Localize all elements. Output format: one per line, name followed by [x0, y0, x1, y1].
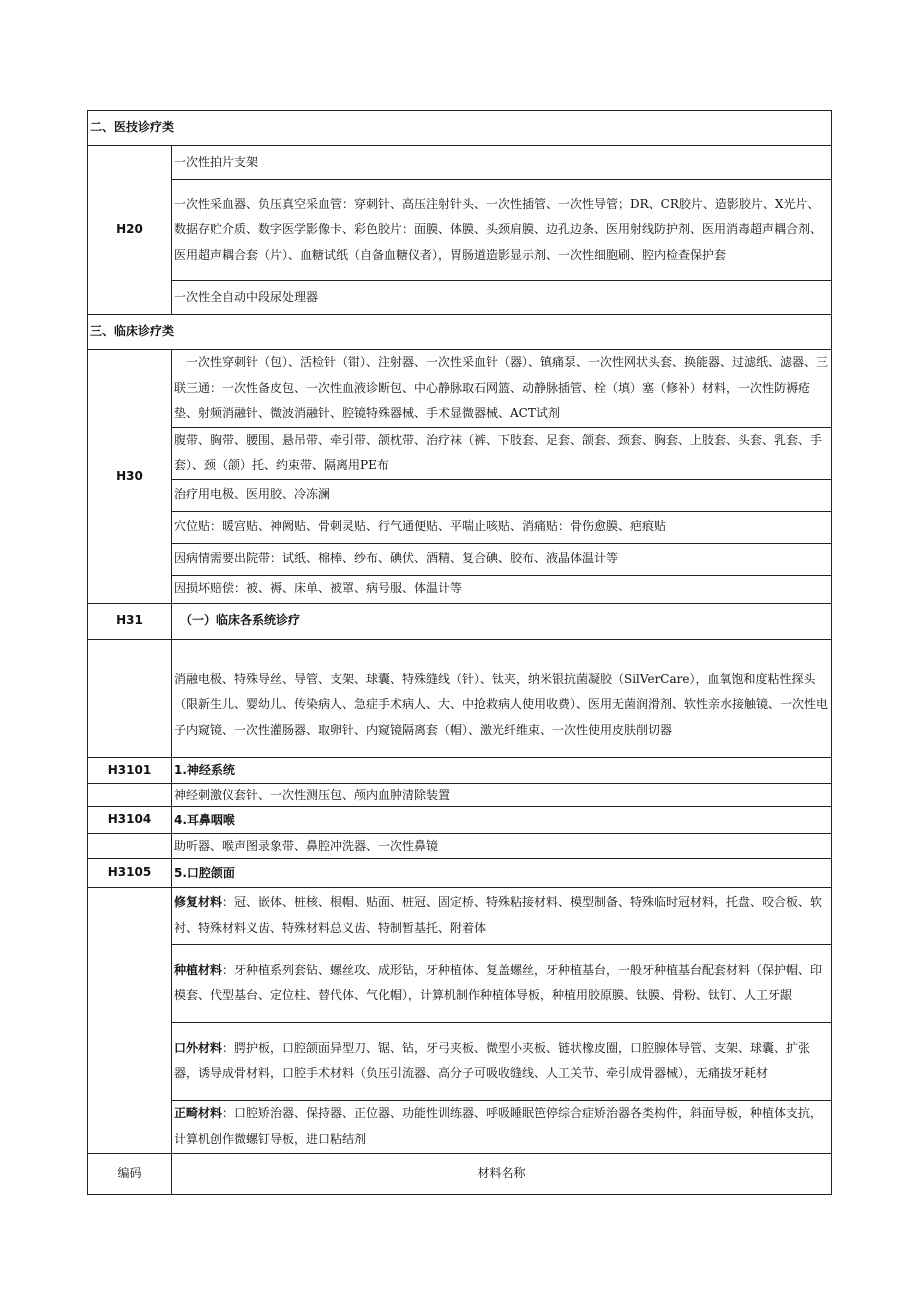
table-row	[88, 350, 832, 428]
code-cell-h31: H31	[88, 603, 172, 639]
column-header-code: 编码	[88, 1153, 172, 1194]
material-cell: 因病情需要出院带：试纸、棉棒、纱布、碘伏、酒精、复合碘、胶布、液晶体温计等	[172, 543, 832, 575]
material-cell: 一次性采血器、负压真空采血管：穿刺针、高压注射针头、一次性插管、一次性导管；DR、CR胶片、造影胶片、X光片、数据存贮介质、数字医学影像卡、彩色胶片：面膜、体膜、头颈肩膜、边孔边条、医用射线防护剂、医用消毒超声耦合剂、医用超声耦合套（片）、血糖试纸（自备血糖仪者），胃肠道造影显示剂、一次性细胞刷、腔内检查保护套	[172, 180, 832, 281]
subsection-title: （一）临床各系统诊疗	[172, 603, 832, 639]
table-row	[88, 479, 832, 511]
material-cell: 穴位贴：暖宫贴、神阙贴、骨刺灵贴、行气通便贴、平喘止咳贴、消痛贴：骨伤愈膜、疤痕贴	[172, 511, 832, 543]
section-row-3	[88, 315, 832, 350]
material-cell: 治疗用电极、医用胶、冷冻澜	[172, 479, 832, 511]
header-row	[88, 1153, 832, 1194]
table-row	[88, 887, 832, 944]
group-text: ：冠、嵌体、桩核、根帽、贴面、桩冠、固定桥、特殊粘接材料、模型制备、特殊临时冠材料，托盘、咬合板、软衬、特殊材料义齿、特殊材料总义齿、特制暂基托、附着体	[174, 895, 823, 935]
table-row	[88, 180, 832, 281]
group-text: ：腭护板，口腔颌面异型刀、锯、钻，牙弓夹板、微型小夹板、链状橡皮圈，口腔腺体导管、支架、球囊、扩张器，诱导成骨材料，口腔手术材料（负压引流器、高分子可吸收缝线、人工关节、牵引成骨器械），无痛拔牙耗材	[174, 1040, 811, 1080]
table-row	[88, 757, 832, 784]
table-row	[88, 575, 832, 603]
code-cell-h3105: H3105	[88, 858, 172, 887]
material-group-cell	[172, 944, 832, 1022]
material-group-cell	[172, 1100, 832, 1153]
table-row	[88, 281, 832, 315]
code-cell-empty	[88, 887, 172, 1153]
subsection-title: 5.口腔颌面	[172, 858, 832, 887]
material-cell: 一次性拍片支架	[172, 146, 832, 180]
code-cell-empty	[88, 639, 172, 757]
section-title-clinical: 三、临床诊疗类	[88, 315, 832, 350]
group-text: ：牙种植系列套钻、螺丝攻、成形钻，牙种植体、复盖螺丝，牙种植基台，一般牙种植基台配套材料（保护帽、印模套、代型基台、定位柱、替代体、气化帽），计算机制作种植体导板，种植用胶原膜、钛膜、骨粉、钛钉、人工牙龈	[174, 962, 823, 1002]
group-label: 修复材料	[174, 895, 223, 909]
material-group-cell	[172, 1022, 832, 1100]
table-row	[88, 784, 832, 807]
group-label: 口外材料	[174, 1040, 223, 1055]
material-cell: 神经刺激仪套针、一次性测压包、颅内血肿清除装置	[172, 784, 832, 807]
code-cell-empty	[88, 833, 172, 858]
materials-table	[87, 110, 832, 1195]
material-cell: 一次性穿刺针（包）、活检针（钳）、注射器、一次性采血针（器）、镇痛泵、一次性网状头套、换能器、过滤纸、滤器、三联三通：一次性备皮包、一次性血液诊断包、中心静脉取石网篮、动静脉插管、栓（填）塞（修补）材料，一次性防褥疮垫、射频消融针、微波消融针、腔镜特殊器械、手术显微器械、ACT试剂	[172, 350, 832, 428]
material-cell: 助听器、喉声图录象带、鼻腔冲洗器、一次性鼻镜	[172, 833, 832, 858]
table-row	[88, 511, 832, 543]
table-row	[88, 543, 832, 575]
table-row	[88, 603, 832, 639]
table-row	[88, 1100, 832, 1153]
material-cell: 一次性全自动中段尿处理器	[172, 281, 832, 315]
code-cell-empty	[88, 784, 172, 807]
code-cell-h3101: H3101	[88, 757, 172, 784]
group-label: 正畸材料	[174, 1106, 223, 1120]
table-row	[88, 944, 832, 1022]
group-text: ：口腔矫治器、保持器、正位器、功能性训练器、呼吸睡眠笆停综合症矫治器各类构件，斜面导板，种植体支抗，计算机创作微螺钉导板，进口粘结剂	[174, 1106, 823, 1146]
table-row	[88, 858, 832, 887]
column-header-material-name: 材料名称	[172, 1153, 832, 1194]
material-group-cell	[172, 887, 832, 944]
group-label: 种植材料	[174, 962, 223, 977]
table-row	[88, 1022, 832, 1100]
table-row	[88, 807, 832, 834]
subsection-title: 1.神经系统	[172, 757, 832, 784]
table-row	[88, 833, 832, 858]
code-cell-h3104: H3104	[88, 807, 172, 834]
table-row	[88, 146, 832, 180]
table-row	[88, 427, 832, 479]
table-row	[88, 639, 832, 757]
section-title-medical-tech: 二、医技诊疗类	[88, 111, 832, 146]
code-cell-h20: H20	[88, 146, 172, 315]
subsection-title: 4.耳鼻咽喉	[172, 807, 832, 834]
material-cell: 消融电极、特殊导丝、导管、支架、球囊、特殊缝线（针）、钛夹，纳米银抗菌凝胶（SilVerCare），血氧饱和度粘性探头（限新生儿、婴幼儿、传染病人、急症手术病人、大、中抢救病人使用收费）、医用无菌润滑剂、软性亲水接触镜、一次性电子内窥镜、一次性灌肠器、取卵针、内窥镜隔离套（帽）、激光纤维束、一次性使用皮肤削切器	[172, 639, 832, 757]
material-cell: 因损坏赔偿：被、褥、床单、被罩、病号服、体温计等	[172, 575, 832, 603]
code-cell-h30: H30	[88, 350, 172, 604]
section-row-2	[88, 111, 832, 146]
material-cell: 腹带、胸带、腰围、悬吊带、牵引带、颌枕带、治疗袜（裤、下肢套、足套、颌套、颈套、胸套、上肢套、头套、乳套、手套）、颈（颌）托、约束带、隔离用PE布	[172, 427, 832, 479]
